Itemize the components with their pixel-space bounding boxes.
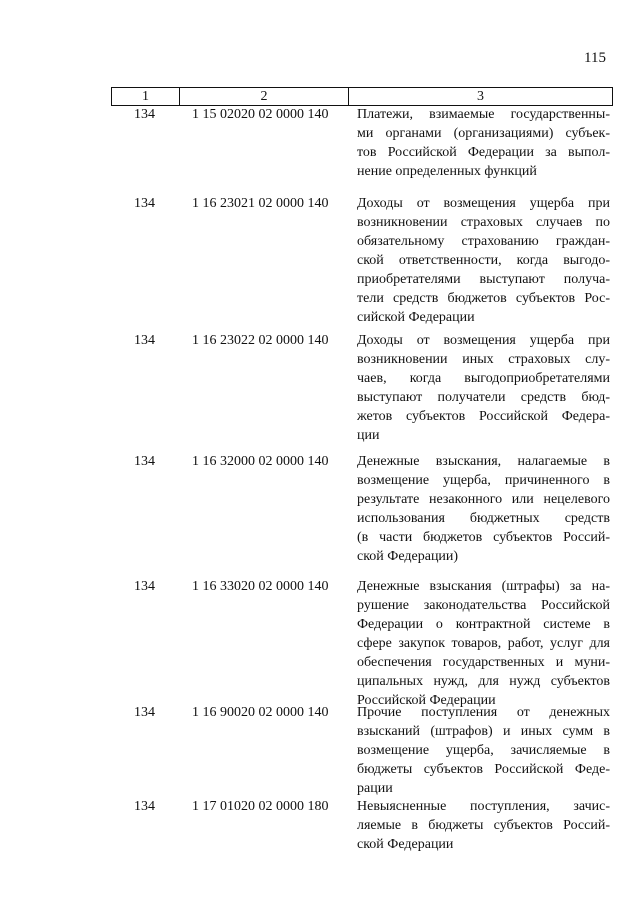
admin-code-cell: 134 — [134, 705, 155, 720]
description-line: возникновении страховых случаев по — [357, 215, 610, 230]
header-col-2: 2 — [180, 88, 349, 105]
description-line: выступают получатели средств бюд- — [357, 390, 610, 405]
table-row — [0, 577, 610, 710]
description-line: ми органами (организациями) субъек- — [357, 126, 610, 141]
description-line: (в части бюджетов субъектов Россий- — [357, 530, 610, 545]
description-line: ципальных нужд, для нужд субъектов — [357, 674, 610, 689]
description-line: возмещение ущерба, зачисляемые в — [357, 743, 610, 758]
description-line: тов Российской Федерации за выпол- — [357, 145, 610, 160]
budget-code-cell: 1 15 02020 02 0000 140 — [192, 107, 329, 122]
budget-code-cell: 1 16 23021 02 0000 140 — [192, 196, 329, 211]
description-line: обязательному страхованию граждан- — [357, 234, 610, 249]
description-line: приобретателями выступают получа- — [357, 272, 610, 287]
budget-code-cell: 1 17 01020 02 0000 180 — [192, 799, 329, 814]
header-col-3: 3 — [349, 88, 613, 105]
description-cell — [357, 703, 610, 798]
admin-code-cell: 134 — [134, 196, 155, 211]
description-line: обеспечения государственных и муни- — [357, 655, 610, 670]
description-line: Доходы от возмещения ущерба при — [357, 196, 610, 211]
description-line: Российской Федерации — [357, 693, 496, 708]
description-line: сфере закупок товаров, работ, услуг для — [357, 636, 610, 651]
description-line: возникновении иных страховых слу- — [357, 352, 610, 367]
description-line: Денежные взыскания, налагаемые в — [357, 454, 610, 469]
description-line: ции — [357, 428, 380, 443]
admin-code-cell: 134 — [134, 799, 155, 814]
table-header — [111, 87, 613, 106]
description-line: ляемые в бюджеты субъектов Россий- — [357, 818, 610, 833]
budget-code-cell: 1 16 32000 02 0000 140 — [192, 454, 329, 469]
description-cell — [357, 797, 610, 854]
admin-code-cell: 134 — [134, 454, 155, 469]
table-row — [0, 331, 610, 445]
description-line: Невыясненные поступления, зачис- — [357, 799, 610, 814]
admin-code-cell: 134 — [134, 579, 155, 594]
description-line: бюджеты субъектов Российской Феде- — [357, 762, 610, 777]
description-line: Прочие поступления от денежных — [357, 705, 610, 720]
description-line: использования бюджетных средств — [357, 511, 610, 526]
description-line: сийской Федерации — [357, 310, 475, 325]
description-line: ской Федерации — [357, 837, 454, 852]
description-cell — [357, 105, 610, 181]
description-line: взысканий (штрафов) и иных сумм в — [357, 724, 610, 739]
description-line: нение определенных функций — [357, 164, 537, 179]
description-line: Доходы от возмещения ущерба при — [357, 333, 610, 348]
description-cell — [357, 577, 610, 710]
table-row — [0, 105, 610, 181]
table-row — [0, 194, 610, 327]
description-line: чаев, когда выгодоприобретателями — [357, 371, 610, 386]
admin-code-cell: 134 — [134, 333, 155, 348]
header-col-1: 1 — [112, 88, 180, 105]
budget-code-cell: 1 16 90020 02 0000 140 — [192, 705, 329, 720]
description-cell — [357, 452, 610, 566]
description-line: рушение законодательства Российской — [357, 598, 610, 613]
description-line: возмещение ущерба, причиненного в — [357, 473, 610, 488]
description-line: ской ответственности, когда выгодо- — [357, 253, 610, 268]
description-cell — [357, 331, 610, 445]
budget-code-cell: 1 16 33020 02 0000 140 — [192, 579, 329, 594]
description-line: рации — [357, 781, 393, 796]
budget-code-cell: 1 16 23022 02 0000 140 — [192, 333, 329, 348]
description-line: ской Федерации) — [357, 549, 459, 564]
description-line: Федерации о контрактной системе в — [357, 617, 610, 632]
description-line: тели средств бюджетов субъектов Рос- — [357, 291, 610, 306]
description-line: Платежи, взимаемые государственны- — [357, 107, 610, 122]
description-line: жетов субъектов Российской Федера- — [357, 409, 610, 424]
description-cell — [357, 194, 610, 327]
page-number: 115 — [584, 50, 606, 66]
description-line: Денежные взыскания (штрафы) за на- — [357, 579, 610, 594]
table-row — [0, 452, 610, 566]
table-row — [0, 797, 610, 854]
table-row — [0, 703, 610, 798]
admin-code-cell: 134 — [134, 107, 155, 122]
description-line: результате незаконного или нецелевого — [357, 492, 610, 507]
